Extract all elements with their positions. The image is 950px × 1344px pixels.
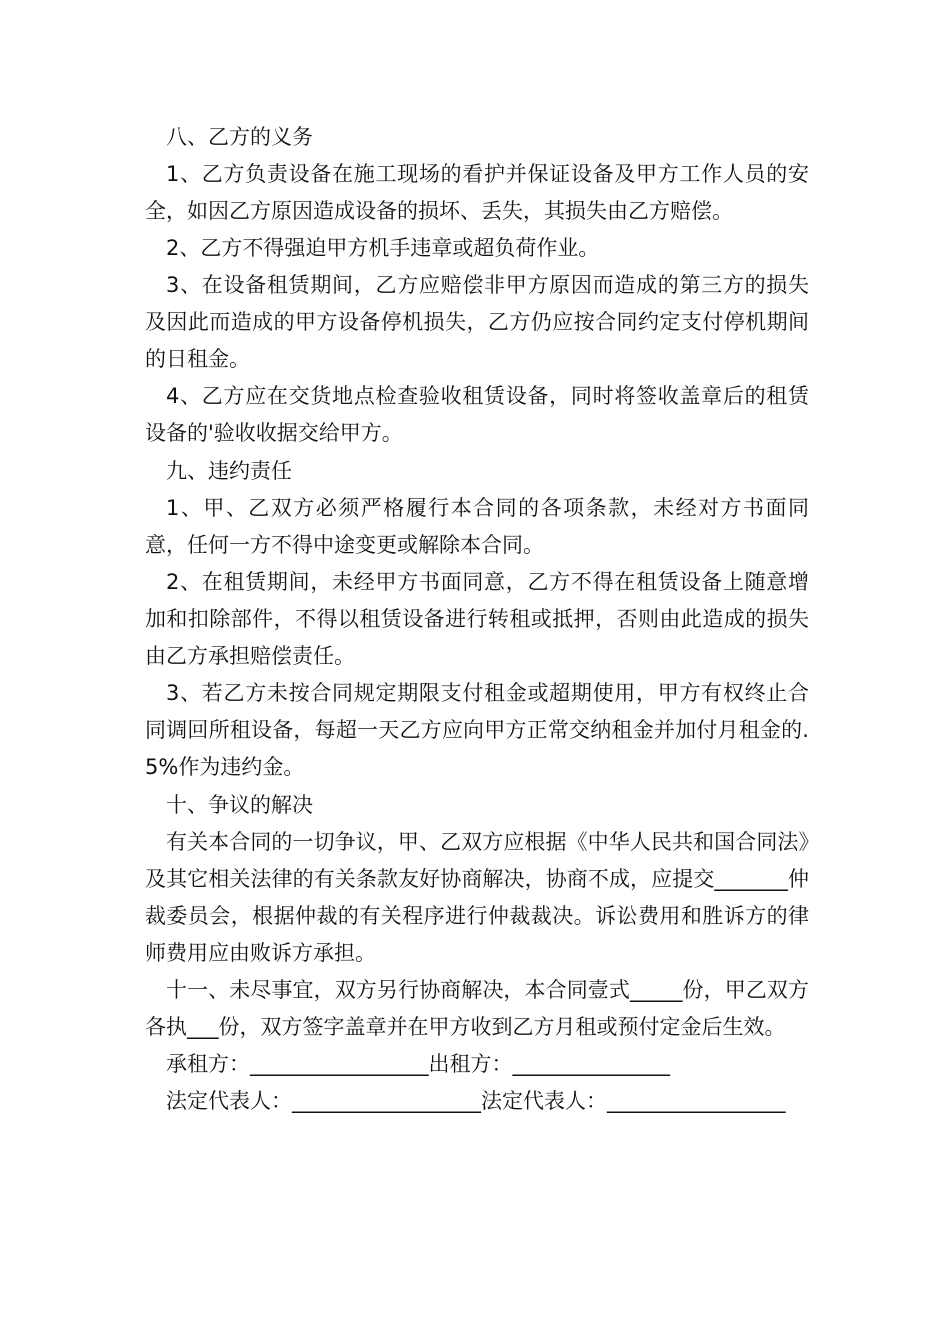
section-heading-obligations: 八、乙方的义务 [166, 125, 313, 149]
section-heading-liability: 九、违约责任 [166, 459, 292, 483]
obligation-clause-2: 2、乙方不得强迫甲方机手违章或超负荷作业。 [166, 236, 600, 260]
section-heading-dispute: 十、争议的解决 [166, 793, 313, 817]
liability-clause-2: 2、在租赁期间，未经甲方书面同意，乙方不得在租赁设备上随意增加和扣除部件，不得以租赁设备进行转租或抵押，否则由此造成的损失由乙方承担赔偿责任。 [145, 570, 809, 668]
obligation-clause-1: 1、乙方负责设备在施工现场的看护并保证设备及甲方工作人员的安全，如因乙方原因造成设备的损坏、丢失，其损失由乙方赔偿。 [145, 162, 809, 223]
dispute-clause: 有关本合同的一切争议，甲、乙双方应根据《中华人民共和国合同法》及其它相关法律的有关条款友好协商解决，协商不成，应提交_______仲裁委员会，根据仲裁的有关程序进行仲裁裁决。诉讼费用和胜诉方的律师费用应由败诉方承担。 [145, 830, 809, 965]
obligation-clause-3: 3、在设备租赁期间，乙方应赔偿非甲方原因而造成的第三方的损失及因此而造成的甲方设备停机损失，乙方仍应按合同约定支付停机期间的日租金。 [145, 273, 809, 371]
liability-clause-1: 1、甲、乙双方必须严格履行本合同的各项条款，未经对方书面同意，任何一方不得中途变更或解除本合同。 [145, 496, 809, 557]
contract-body [145, 118, 809, 1120]
obligation-clause-4: 4、乙方应在交货地点检查验收租赁设备，同时将签收盖章后的租赁设备的'验收收据交给甲方。 [145, 384, 809, 445]
signature-line-parties: 承租方：_________________出租方：_______________ [166, 1052, 670, 1076]
signature-line-representatives: 法定代表人：__________________法定代表人：_________________ [166, 1089, 786, 1113]
closing-clause: 十一、未尽事宜，双方另行协商解决，本合同壹式_____份，甲乙双方各执___份，双方签字盖章并在甲方收到乙方月租或预付定金后生效。 [145, 978, 809, 1039]
liability-clause-3: 3、若乙方未按合同规定期限支付租金或超期使用，甲方有权终止合同调回所租设备，每超一天乙方应向甲方正常交纳租金并加付月租金的.5%作为违约金。 [145, 681, 809, 779]
